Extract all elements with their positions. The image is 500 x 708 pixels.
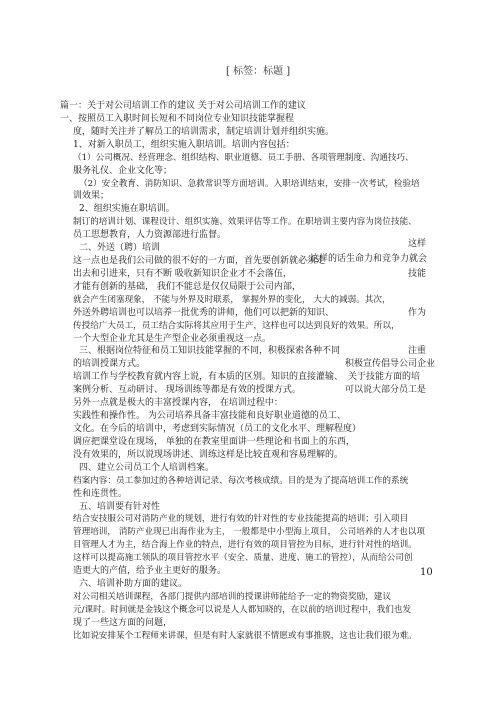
body-line: 六、培训补助方面的建议。 <box>79 579 188 589</box>
body-line: 这一点也是我们公司做的很不好的一方面，首先要创新就必须走 <box>73 256 326 266</box>
body-line: 四、建立公司员工个人培训档案。 <box>79 463 215 473</box>
body-line: 五、培训要有针对性 <box>79 502 161 512</box>
margin-note: 这样 <box>408 239 427 249</box>
margin-note: 注重 <box>408 346 427 356</box>
body-line: 对公司相关培训课程，各部门提供内部培训的授课讲师能给予一定的物资奖励，建议 <box>73 592 391 602</box>
body-line: 篇一：关于对公司培训工作的建议 关于对公司培训工作的建议 <box>60 101 306 111</box>
body-line: 的培训授课方式。 <box>73 359 146 369</box>
body-line: 服务礼仪、企业文化等； <box>73 166 173 176</box>
body-line: 出去和引进来，只有不断 吸收新知识企业才不会落伍， <box>73 269 292 279</box>
body-line: 这样可以提高施工领队的项目管控水平（安全、质量、进度、施工的管控），从而给公司创 <box>73 553 413 563</box>
page-title: [ 标签：标题 ] <box>226 66 291 77</box>
body-line: 训效果； <box>73 191 110 201</box>
body-line: 才能有创新的基础， 我们不能总是仅仅局限于公司内部， <box>73 282 301 292</box>
body-line: （2）安全教育、消防知识、急救常识等方面培训。入职培训结束，安排一次考试，检验培 <box>79 179 420 189</box>
body-line: 元/课时。时间就是金钱这个概念可以说是人人都知晓的，在以前的培训过程中，我们也发 <box>73 605 412 615</box>
body-line: 一、按照员工入职时间长短和不同岗位专业知识技能掌握程 <box>60 114 295 124</box>
margin-note: 作为 <box>408 308 427 318</box>
body-line: 性和连贯性。 <box>73 489 128 499</box>
body-line: 现了一些这方面的问题， <box>73 618 173 628</box>
body-line: 调应把课堂设在现场， 单独的在教室里面讲一些理论和书面上的东西， <box>73 437 355 447</box>
margin-note: 可以说大部分员工是 <box>345 385 427 395</box>
margin-note: 这样的话生命力和竞争力就会 <box>310 254 428 264</box>
body-line: 结合安技服公司对消防产业的规划，进行有效的针对性的专业技能提高的培训；引入项目 <box>73 514 409 524</box>
body-line: 三、根据岗位特征和员工知识技能掌握的不同，积极探索各种不同 <box>79 346 341 356</box>
body-line: 就会产生闭塞现象， 不能与外界及时联系， 掌握外界的变化， 大大的减弱。其次， <box>73 295 391 305</box>
body-line: 没有效果的，所以说现场讲述、训练这样是比较直观和容易理解的。 <box>73 450 344 460</box>
body-line: 另外一点就是极大的丰富授课内容， 在培训过程中： <box>73 398 283 408</box>
body-line: 目管理人才为主，结合海上作业的特点，进行有效的项目管控为目标，进行针对性的培训。 <box>73 540 417 550</box>
margin-note: 积极宣传倡导公司企业 <box>345 359 436 369</box>
body-line: 培训工作与学校教育就内容上说，有本质的区别。知识的直接灌输、 <box>73 372 344 382</box>
body-line: 比如说安排某个工程师来讲课，但是有时人家就很不情愿或有事推脱，这也让我们很为难。 <box>73 631 417 641</box>
page-number: 10 <box>420 567 433 578</box>
body-line: 2、组织实施在职培训。 <box>79 204 175 214</box>
body-line: 档案内容：员工参加过的各种培训记录、每次考核成绩。目的是为了提高培训工作的系统 <box>73 476 409 486</box>
body-line: 造更大的产值，给予业主更好的服务。 <box>73 566 227 576</box>
body-line: 案例分析、互动研讨、 现场训练等都是有效的授课方式。 <box>73 385 301 395</box>
body-line: 外送外聘培训也可以培养一批优秀的讲师，他们可以把新的知识、 <box>73 308 335 318</box>
body-line: 度，随时关注并了解员工的培训需求，制定培训计划并组织实施。 <box>73 127 335 137</box>
body-line: 员工思想教育，人力资源部进行监督。 <box>73 230 227 240</box>
body-line: 二、外送（聘）培训 <box>79 243 161 253</box>
body-line: 管理培训， 消防产业现已出海作业为主， 一般都是中小型海上项目， 公司培养的人才也以项 <box>73 527 425 537</box>
body-line: 一个大型企业尤其是生产型企业必须重视这一点。 <box>73 334 272 344</box>
margin-note: 关于技能方面的培 <box>348 372 421 382</box>
body-line: 1、对新入职员工，组织实施入职培训。培训内容包括： <box>73 140 295 150</box>
body-line: 制订的培训计划、课程设计、组织实施、效果评估等工作。在职培训主要内容为岗位技能、 <box>73 217 417 227</box>
margin-note: 技能 <box>408 269 427 279</box>
body-line: 传授给广大员工，员工结合实际将其应用于生产，这样也可以达到良好的效果。所以， <box>73 321 400 331</box>
body-line: 文化。在今后的培训中，考虑到实际情况（员工的文化水平、理解程度） <box>73 424 362 434</box>
body-line: （1）公司概况、经营理念、组织结构、职业道德、员工手册、各项管理制度、沟通技巧、 <box>73 153 414 163</box>
body-line: 实践性和操作性。 为公司培养具备丰富技能和良好职业道德的员工、 <box>73 411 346 421</box>
